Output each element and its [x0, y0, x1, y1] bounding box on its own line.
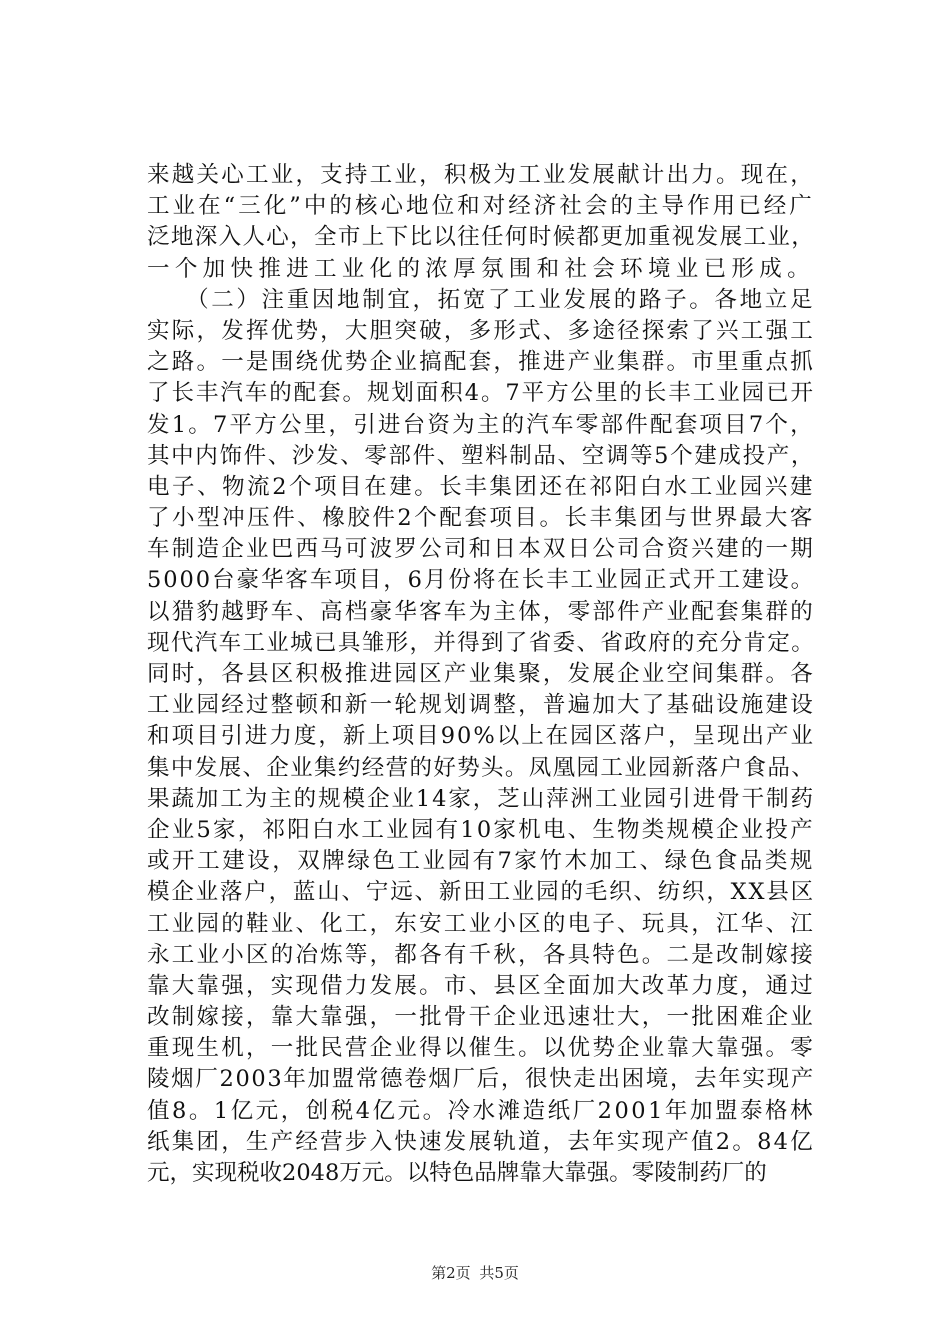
text-line: 了小型冲压件、橡胶件2个配套项目。长丰集团与世界最大客 [147, 505, 815, 532]
text-line: 改制嫁接，靠大靠强，一批骨干企业迅速壮大，一批困难企业 [147, 1004, 815, 1031]
text-line: 陵烟厂2003年加盟常德卷烟厂后，很快走出困境，去年实现产 [147, 1066, 815, 1093]
body-text [147, 160, 815, 1189]
text-line: 集中发展、企业集约经营的好势头。凤凰园工业园新落户食品、 [147, 754, 815, 781]
text-line: 工业园的鞋业、化工，东安工业小区的电子、玩具，江华、江 [147, 910, 815, 937]
text-line: 重现生机，一批民营企业得以催生。以优势企业靠大靠强。零 [147, 1035, 815, 1062]
text-line: 发1。7平方公里，引进台资为主的汽车零部件配套项目7个， [147, 411, 815, 438]
page-total: 共5页 [479, 1264, 519, 1282]
text-line: （二）注重因地制宜，拓宽了工业发展的路子。各地立足 [147, 286, 815, 313]
text-line: 工业在“三化”中的核心地位和对经济社会的主导作用已经广 [147, 193, 815, 220]
text-line: 电子、物流2个项目在建。长丰集团还在祁阳白水工业园兴建 [147, 473, 815, 500]
text-line: 和项目引进力度，新上项目90%以上在园区落户，呈现出产业 [147, 723, 815, 750]
text-line: 泛地深入人心，全市上下比以往任何时候都更加重视发展工业， [147, 224, 815, 251]
text-line: 车制造企业巴西马可波罗公司和日本双日公司合资兴建的一期 [147, 536, 815, 563]
text-line: 了长丰汽车的配套。规划面积4。7平方公里的长丰工业园已开 [147, 380, 815, 407]
text-line: 纸集团，生产经营步入快速发展轨道，去年实现产值2。84亿 [147, 1128, 815, 1155]
text-line: 来越关心工业，支持工业，积极为工业发展献计出力。现在， [147, 162, 815, 188]
text-line: 或开工建设，双牌绿色工业园有7家竹木加工、绿色食品类规 [147, 848, 815, 875]
text-line: 一个加快推进工业化的浓厚氛围和社会环境业已形成。 [147, 255, 815, 282]
text-line: 之路。一是围绕优势企业搞配套，推进产业集群。市里重点抓 [147, 349, 815, 376]
page-number: 第2页 [431, 1264, 471, 1282]
text-line: 果蔬加工为主的规模企业14家，芝山萍洲工业园引进骨干制药 [147, 785, 815, 812]
text-line: 模企业落户，蓝山、宁远、新田工业园的毛织、纺织，XX县区 [147, 879, 815, 906]
page-footer [0, 1263, 950, 1283]
text-line: 工业园经过整顿和新一轮规划调整，普遍加大了基础设施建设 [147, 692, 815, 719]
text-line: 以猎豹越野车、高档豪华客车为主体，零部件产业配套集群的 [147, 598, 815, 625]
text-line: 实际，发挥优势，大胆突破，多形式、多途径探索了兴工强工 [147, 317, 815, 344]
text-line: 靠大靠强，实现借力发展。市、县区全面加大改革力度，通过 [147, 972, 815, 999]
text-line: 现代汽车工业城已具雏形，并得到了省委、省政府的充分肯定。 [147, 629, 815, 656]
text-line: 其中内饰件、沙发、零部件、塑料制品、空调等5个建成投产， [147, 442, 815, 469]
text-line: 永工业小区的冶炼等，都各有千秋，各具特色。二是改制嫁接 [147, 941, 815, 968]
text-line: 元，实现税收2048万元。以特色品牌靠大靠强。零陵制药厂的 [147, 1160, 767, 1186]
text-line: 5000台豪华客车项目，6月份将在长丰工业园正式开工建设。 [147, 567, 815, 594]
text-line: 同时，各县区积极推进园区产业集聚，发展企业空间集群。各 [147, 661, 815, 687]
text-line: 企业5家，祁阳白水工业园有10家机电、生物类规模企业投产 [147, 816, 815, 843]
text-line: 值8。1亿元，创税4亿元。冷水滩造纸厂2001年加盟泰格林 [147, 1097, 815, 1124]
